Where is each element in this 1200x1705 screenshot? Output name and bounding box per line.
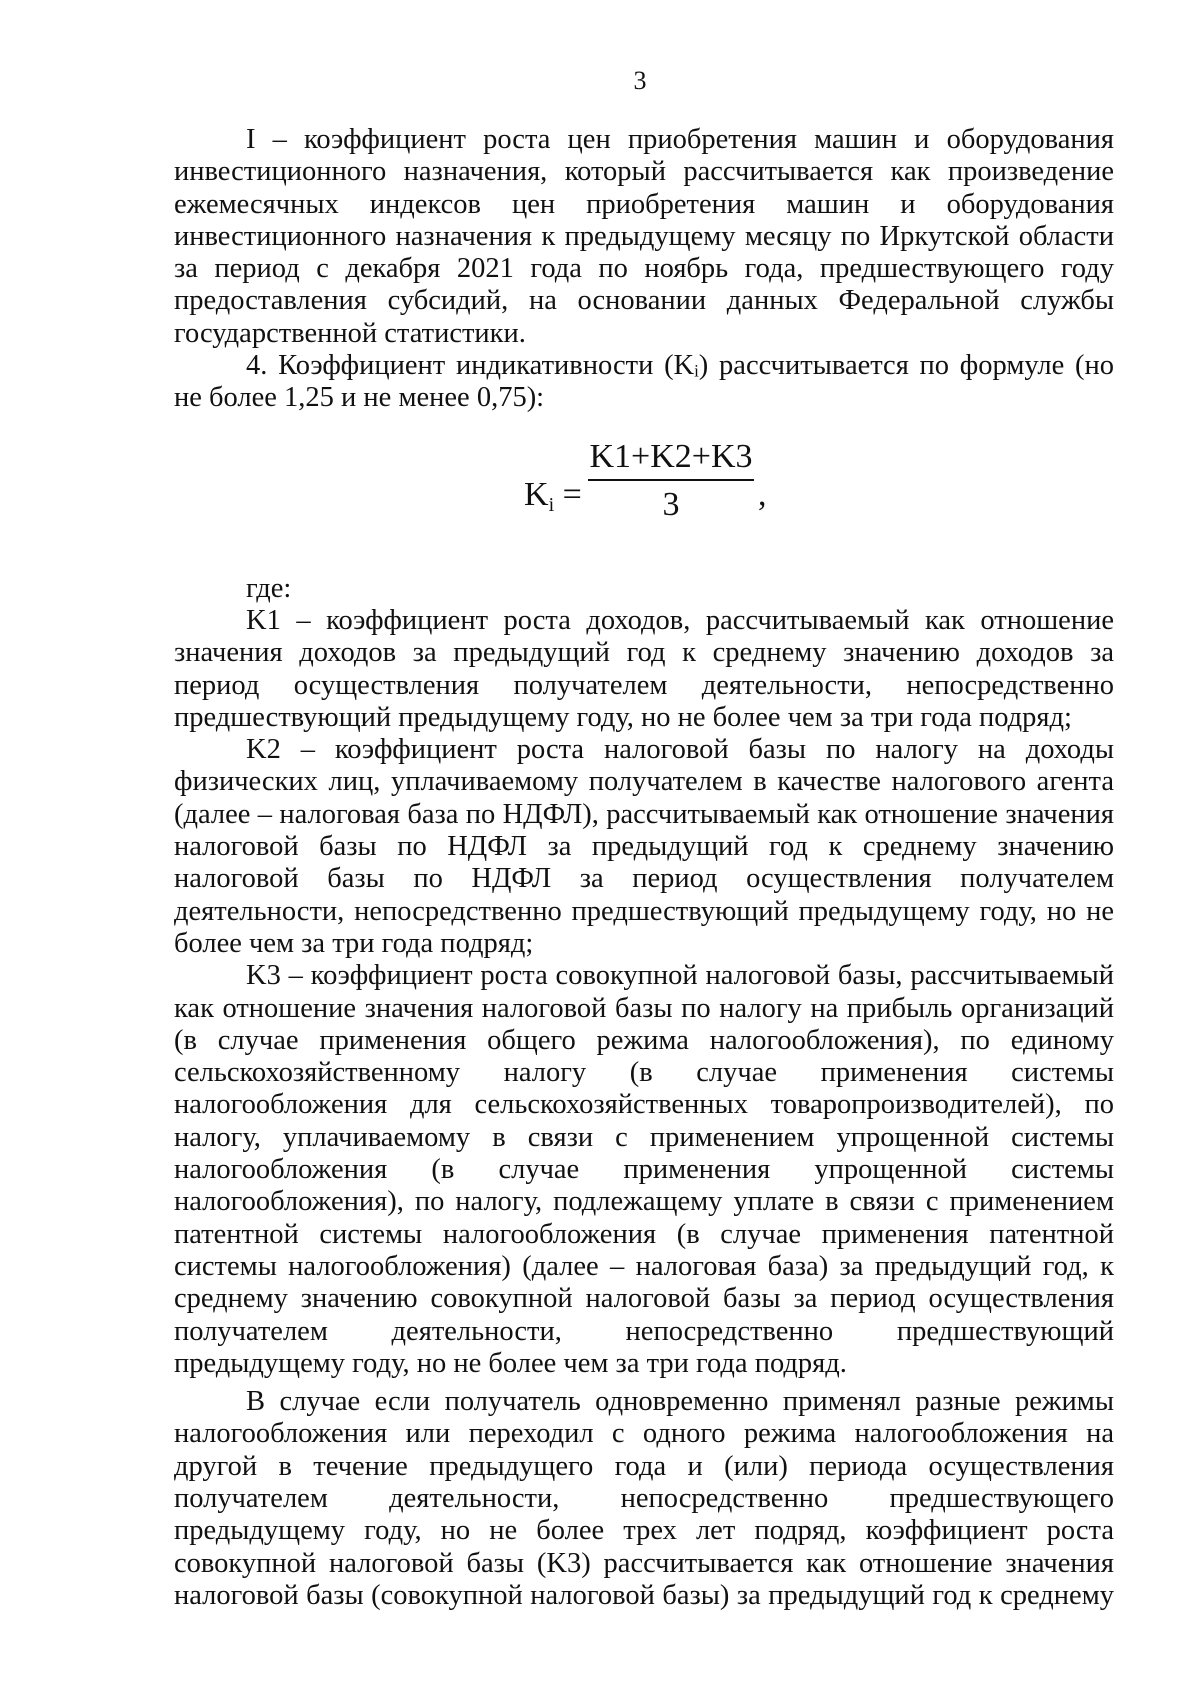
paragraph-indicativity: 4. Коэффициент индикативности (Kᵢ) рассчитывается по формуле (но не более 1,25 и не менее 0,75): bbox=[174, 350, 1114, 414]
where-label: где: bbox=[246, 572, 292, 604]
formula-lhs-base: K bbox=[524, 475, 549, 513]
formula-trailing-comma: , bbox=[758, 475, 767, 513]
paragraph-k2: K2 – коэффициент роста налоговой базы по налогу на доходы физических лиц, уплачиваемому получателем в качестве налогового агента (далее – налоговая база по НДФЛ), рассчитываемый как отношение значения налоговой базы по НДФЛ за предыдущий год к среднему значению налоговой базы по НДФЛ за период осуществления получателем деятельности, непосредственно предшествующий предыдущему году, но не более чем за три года подряд; bbox=[174, 734, 1114, 959]
formula-fraction bbox=[588, 437, 754, 525]
formula-lhs bbox=[524, 475, 582, 525]
document-body bbox=[174, 124, 1114, 1612]
paragraph-i-coefficient: I – коэффициент роста цен приобретения машин и оборудования инвестиционного назначения, который рассчитывается как произведение ежемесячных индексов цен приобретения машин и оборудования инвестиционного назначения к предыдущему месяцу по Иркутской области за период с декабря 2021 года по ноябрь года, предшествующего году предоставления субсидий, на основании данных Федеральной службы государственной статистики. bbox=[174, 124, 1114, 349]
formula-lhs-subscript: i bbox=[548, 493, 555, 516]
page-number: 3 bbox=[633, 66, 647, 95]
paragraph-k3: K3 – коэффициент роста совокупной налоговой базы, рассчитываемый как отношение значения налоговой базы по налогу на прибыль организаций (в случае применения общего режима налогообложения), по единому сельскохозяйственному налогу (в случае применения системы налогообложения для сельскохозяйственных товаропроизводителей), по налогу, уплачиваемому в связи с применением упрощенной системы налогообложения (в случае применения упрощенной системы налогообложения), по налогу, подлежащему уплате в связи с применением патентной системы налогообложения (в случае применения патентной системы налогообложения) (далее – налоговая база) за предыдущий год, к среднему значению совокупной налоговой базы за период осуществления получателем деятельности, непосредственно предшествующий предыдущему году, но не более чем за три года подряд. bbox=[174, 960, 1114, 1379]
formula-denominator: 3 bbox=[662, 485, 680, 523]
paragraph-mixed-regimes: В случае если получатель одновременно применял разные режимы налогообложения или переходил с одного режима налогообложения на другой в течение предыдущего года и (или) периода осуществления получателем деятельности, непосредственно предшествующего предыдущему году, но не более трех лет подряд, коэффициент роста совокупной налоговой базы (K3) рассчитывается как отношение значения налоговой базы (совокупной налоговой базы) за предыдущий год к среднему bbox=[174, 1386, 1114, 1611]
formula-block bbox=[174, 415, 1114, 573]
formula-equals: = bbox=[562, 475, 582, 513]
formula-numerator: K1+K2+K3 bbox=[589, 437, 753, 475]
paragraph-k1: K1 – коэффициент роста доходов, рассчитываемый как отношение значения доходов за предыдущий год к среднему значению доходов за период осуществления получателем деятельности, непосредственно предшествующий предыдущему году, но не более чем за три года подряд; bbox=[174, 604, 1114, 733]
formula-fraction-bar bbox=[588, 479, 754, 481]
